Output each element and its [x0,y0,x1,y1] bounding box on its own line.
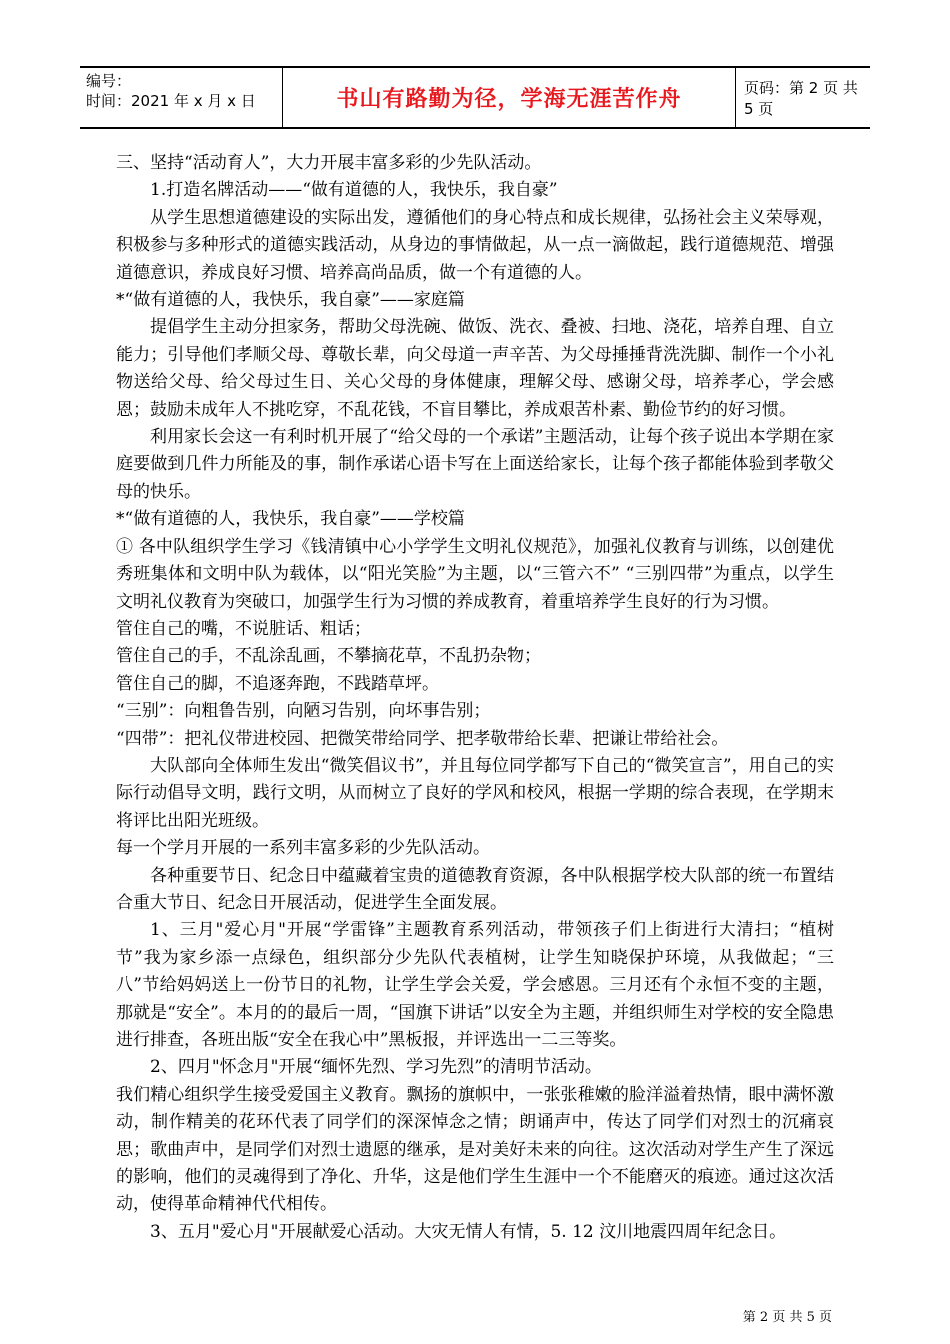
page-header [80,66,870,129]
body-paragraph: 2、四月"怀念月"开展“缅怀先烈、学习先烈”的清明节活动。 [150,1057,602,1078]
body-paragraph: ① 各中队组织学生学习《钱清镇中心小学学生文明礼仪规范》，加强礼仪教育与训练，以创建优秀班集体和文明中队为载体，以“阳光笑脸”为主题，以“三管六不” “三别四带”为重点，以学生文明礼仪教育为突破口，加强学生行为习惯的养成教育，着重培养学生良好的行为习惯。 [116,536,834,612]
body-paragraph: 我们精心组织学生接受爱国主义教育。飘扬的旗帜中，一张张稚嫩的脸洋溢着热情，眼中满怀激动，制作精美的花环代表了同学们的深深悼念之情；朗诵声中，传达了同学们对烈士的沉痛哀思；歌曲声中，是同学们对烈士遗愿的继承，是对美好未来的向往。这次活动对学生产生了深远的影响，他们的灵魂得到了净化、升华，这是他们学生生涯中一个不能磨灭的痕迹。通过这次活动，使得革命精神代代相传。 [116,1084,834,1215]
body-paragraph: 管住自己的脚，不追逐奔跑，不践踏草坪。 [116,673,439,694]
header-motto: 书山有路勤为径，学海无涯苦作舟 [336,87,682,112]
header-motto-cell [282,68,736,127]
body-paragraph: 从学生思想道德建设的实际出发，遵循他们的身心特点和成长规律，弘扬社会主义荣辱观，积极参与多种形式的道德实践活动，从身边的事情做起，从一点一滴做起，践行道德规范、增强道德意识，养成良好习惯、培养高尚品质，做一个有道德的人。 [116,207,834,283]
body-paragraph: 利用家长会这一有利时机开展了“给父母的一个承诺”主题活动，让每个孩子说出本学期在家庭要做到几件力所能及的事，制作承诺心语卡写在上面送给家长，让每个孩子都能体验到孝敬父母的快乐。 [116,427,834,502]
body-paragraph: 各种重要节日、纪念日中蕴藏着宝贵的道德教育资源，各中队根据学校大队部的统一布置结合重大节日、纪念日开展活动，促进学生全面发展。 [116,865,834,913]
header-page-info: 页码：第 2 页 共 5 页 [744,78,858,118]
document-body [116,150,834,1246]
body-paragraph: “四带”：把礼仪带进校园、把微笑带给同学、把孝敬带给长辈、把谦让带给社会。 [116,728,729,749]
body-paragraph: 3、五月"爱心月"开展献爱心活动。大灾无情人有情，5. 12 汶川地震四周年纪念日。 [150,1221,787,1242]
document-date: 时间：2021 年 x 月 x 日 [86,92,256,110]
body-paragraph: *“做有道德的人，我快乐，我自豪”——家庭篇 [116,290,465,311]
body-paragraph: 提倡学生主动分担家务，帮助父母洗碗、做饭、洗衣、叠被、扫地、浇花，培养自理、自立能力；引导他们孝顺父母、尊敬长辈，向父母道一声辛苦、为父母捶捶背洗洗脚、制作一个小礼物送给父母、给父母过生日、关心父母的身体健康，理解父母、感谢父母，培养孝心，学会感恩；鼓励未成年人不挑吃穿，不乱花钱，不盲目攀比，养成艰苦朴素、勤俭节约的好习惯。 [116,317,834,420]
body-paragraph: 大队部向全体师生发出“微笑倡议书”，并且每位同学都写下自己的“微笑宣言”，用自己的实际行动倡导文明，践行文明，从而树立了良好的学风和校风，根据一学期的综合表现，在学期末将评比出阳光班级。 [116,755,834,831]
header-meta [80,68,282,127]
body-paragraph: *“做有道德的人，我快乐，我自豪”——学校篇 [116,509,465,530]
body-paragraph: 1.打造名牌活动——“做有道德的人，我快乐，我自豪” [150,180,558,201]
body-paragraph: 管住自己的嘴，不说脏话、粗话； [116,618,371,639]
body-paragraph: 管住自己的手，不乱涂乱画，不攀摘花草，不乱扔杂物； [116,646,541,667]
body-paragraph: 1、三月"爱心月"开展“学雷锋”主题教育系列活动，带领孩子们上街进行大清扫；“植树节”我为家乡添一点绿色，组织部分少先队代表植树，让学生知晓保护环境，从我做起；“三八”节给妈妈送上一份节日的礼物，让学生学会关爱，学会感恩。三月还有个永恒不变的主题，那就是“安全”。本月的的最后一周，“国旗下讲话”以安全为主题，并组织师生对学校的安全隐患进行排查，各班出版“安全在我心中”黑板报，并评选出一二三等奖。 [116,920,834,1050]
body-paragraph: “三别”：向粗鲁告别，向陋习告别，向坏事告别； [116,701,491,722]
document-number-label: 编号： [86,72,132,90]
body-paragraph: 三、坚持“活动育人”，大力开展丰富多彩的少先队活动。 [116,153,542,173]
page-footer: 第 2 页 共 5 页 [742,1310,832,1325]
body-paragraph: 每一个学月开展的一系列丰富多彩的少先队活动。 [116,838,490,859]
